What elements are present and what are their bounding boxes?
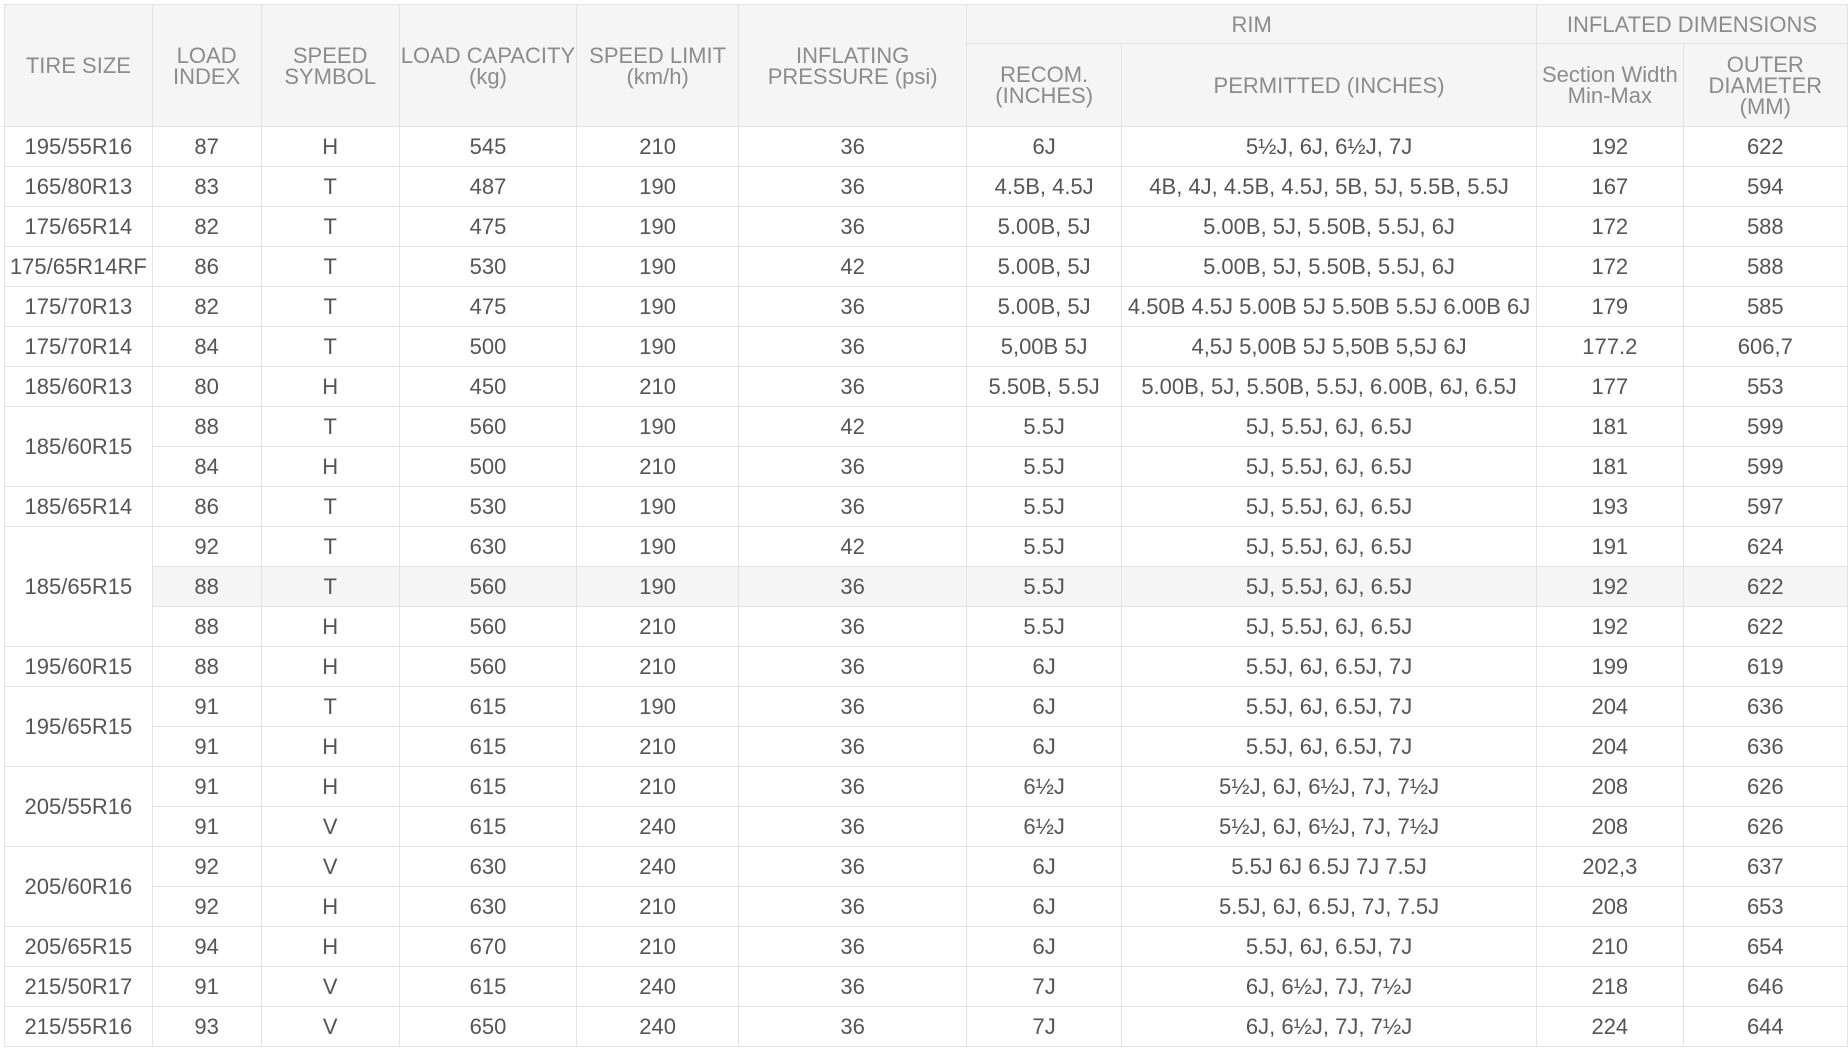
inflating-pressure-cell: 36 [739,767,967,807]
rim-permitted-cell: 5J, 5.5J, 6J, 6.5J [1122,447,1537,487]
header-rim-permitted: PERMITTED (INCHES) [1122,44,1537,127]
rim-recom-cell: 5.5J [967,567,1122,607]
rim-permitted-cell: 5.00B, 5J, 5.50B, 5.5J, 6J [1122,207,1537,247]
speed-limit-cell: 240 [577,847,739,887]
rim-recom-cell: 7J [967,1007,1122,1047]
rim-recom-cell: 6J [967,727,1122,767]
rim-recom-cell: 6J [967,927,1122,967]
speed-symbol-cell: H [261,727,399,767]
load-capacity-cell: 450 [399,367,576,407]
speed-symbol-cell: V [261,807,399,847]
section-width-cell: 208 [1537,887,1684,927]
inflating-pressure-cell: 36 [739,487,967,527]
load-capacity-cell: 530 [399,247,576,287]
load-capacity-cell: 560 [399,607,576,647]
outer-diameter-cell: 626 [1683,807,1847,847]
load-capacity-cell: 500 [399,327,576,367]
outer-diameter-cell: 606,7 [1683,327,1847,367]
rim-permitted-cell: 6J, 6½J, 7J, 7½J [1122,967,1537,1007]
outer-diameter-cell: 588 [1683,207,1847,247]
section-width-cell: 208 [1537,767,1684,807]
rim-recom-cell: 6½J [967,807,1122,847]
speed-symbol-cell: H [261,127,399,167]
speed-limit-cell: 210 [577,927,739,967]
load-index-cell: 88 [152,647,261,687]
section-width-cell: 172 [1537,247,1684,287]
outer-diameter-cell: 585 [1683,287,1847,327]
section-width-cell: 181 [1537,447,1684,487]
inflating-pressure-cell: 36 [739,167,967,207]
header-load-index: LOAD INDEX [152,5,261,127]
tire-size-cell: 165/80R13 [5,167,153,207]
speed-symbol-cell: T [261,527,399,567]
section-width-cell: 218 [1537,967,1684,1007]
outer-diameter-cell: 594 [1683,167,1847,207]
speed-limit-cell: 210 [577,887,739,927]
outer-diameter-cell: 622 [1683,567,1847,607]
header-speed-limit: SPEED LIMIT (km/h) [577,5,739,127]
outer-diameter-cell: 619 [1683,647,1847,687]
table-row [5,687,1848,727]
outer-diameter-cell: 654 [1683,927,1847,967]
tire-size-cell: 205/55R16 [5,767,153,847]
section-width-cell: 192 [1537,607,1684,647]
section-width-cell: 192 [1537,127,1684,167]
speed-limit-cell: 190 [577,287,739,327]
rim-recom-cell: 5.50B, 5.5J [967,367,1122,407]
table-row [5,127,1848,167]
inflating-pressure-cell: 36 [739,327,967,367]
rim-recom-cell: 6J [967,847,1122,887]
rim-recom-cell: 7J [967,967,1122,1007]
table-row [5,447,1848,487]
speed-limit-cell: 190 [577,207,739,247]
rim-permitted-cell: 5.5J, 6J, 6.5J, 7J [1122,687,1537,727]
section-width-cell: 208 [1537,807,1684,847]
section-width-cell: 193 [1537,487,1684,527]
inflating-pressure-cell: 36 [739,367,967,407]
load-capacity-cell: 615 [399,967,576,1007]
outer-diameter-cell: 624 [1683,527,1847,567]
outer-diameter-cell: 636 [1683,687,1847,727]
inflating-pressure-cell: 36 [739,607,967,647]
header-speed-symbol: SPEED SYMBOL [261,5,399,127]
rim-recom-cell: 5.00B, 5J [967,207,1122,247]
speed-limit-cell: 190 [577,247,739,287]
rim-recom-cell: 5.5J [967,487,1122,527]
outer-diameter-cell: 653 [1683,887,1847,927]
speed-limit-cell: 240 [577,967,739,1007]
table-row [5,807,1848,847]
load-index-cell: 82 [152,207,261,247]
rim-permitted-cell: 5½J, 6J, 6½J, 7J [1122,127,1537,167]
section-width-cell: 199 [1537,647,1684,687]
table-row [5,407,1848,447]
load-index-cell: 80 [152,367,261,407]
tire-size-cell: 215/55R16 [5,1007,153,1047]
table-row [5,647,1848,687]
section-width-cell: 191 [1537,527,1684,567]
table-row [5,967,1848,1007]
load-capacity-cell: 650 [399,1007,576,1047]
inflating-pressure-cell: 36 [739,887,967,927]
table-row [5,1007,1848,1047]
load-capacity-cell: 560 [399,567,576,607]
table-row [5,527,1848,567]
table-row [5,287,1848,327]
speed-symbol-cell: H [261,927,399,967]
speed-symbol-cell: H [261,367,399,407]
speed-symbol-cell: T [261,487,399,527]
table-header [5,5,1848,127]
tire-size-cell: 215/50R17 [5,967,153,1007]
outer-diameter-cell: 622 [1683,127,1847,167]
header-section-width: Section Width Min-Max [1537,44,1684,127]
table-row [5,367,1848,407]
speed-symbol-cell: V [261,1007,399,1047]
outer-diameter-cell: 599 [1683,407,1847,447]
inflating-pressure-cell: 36 [739,727,967,767]
speed-limit-cell: 210 [577,447,739,487]
inflating-pressure-cell: 36 [739,927,967,967]
load-index-cell: 86 [152,247,261,287]
load-index-cell: 91 [152,967,261,1007]
load-capacity-cell: 615 [399,767,576,807]
tire-size-cell: 195/65R15 [5,687,153,767]
tire-size-cell: 185/60R15 [5,407,153,487]
table-row [5,167,1848,207]
rim-permitted-cell: 5.5J, 6J, 6.5J, 7J [1122,647,1537,687]
tire-spec-table [4,4,1848,1047]
rim-recom-cell: 5.5J [967,407,1122,447]
header-inflating-pressure: INFLATING PRESSURE (psi) [739,5,967,127]
rim-permitted-cell: 5.00B, 5J, 5.50B, 5.5J, 6.00B, 6J, 6.5J [1122,367,1537,407]
speed-limit-cell: 190 [577,407,739,447]
speed-symbol-cell: V [261,847,399,887]
rim-permitted-cell: 5.5J, 6J, 6.5J, 7J [1122,727,1537,767]
inflating-pressure-cell: 36 [739,207,967,247]
speed-symbol-cell: V [261,967,399,1007]
inflating-pressure-cell: 36 [739,447,967,487]
section-width-cell: 192 [1537,567,1684,607]
outer-diameter-cell: 637 [1683,847,1847,887]
inflating-pressure-cell: 36 [739,687,967,727]
rim-recom-cell: 6J [967,687,1122,727]
rim-recom-cell: 4.5B, 4.5J [967,167,1122,207]
load-index-cell: 92 [152,527,261,567]
load-index-cell: 88 [152,407,261,447]
table-row [5,927,1848,967]
speed-symbol-cell: T [261,287,399,327]
inflating-pressure-cell: 42 [739,527,967,567]
tire-size-cell: 175/65R14RF [5,247,153,287]
outer-diameter-cell: 636 [1683,727,1847,767]
load-capacity-cell: 500 [399,447,576,487]
tire-size-cell: 205/60R16 [5,847,153,927]
inflating-pressure-cell: 36 [739,567,967,607]
rim-permitted-cell: 5½J, 6J, 6½J, 7J, 7½J [1122,767,1537,807]
load-capacity-cell: 560 [399,647,576,687]
section-width-cell: 167 [1537,167,1684,207]
load-capacity-cell: 670 [399,927,576,967]
speed-limit-cell: 190 [577,327,739,367]
table-row [5,567,1848,607]
load-capacity-cell: 475 [399,287,576,327]
rim-permitted-cell: 5J, 5.5J, 6J, 6.5J [1122,567,1537,607]
rim-recom-cell: 5.5J [967,607,1122,647]
speed-limit-cell: 190 [577,487,739,527]
speed-symbol-cell: H [261,647,399,687]
speed-limit-cell: 240 [577,1007,739,1047]
section-width-cell: 224 [1537,1007,1684,1047]
rim-recom-cell: 5.5J [967,447,1122,487]
header-load-capacity: LOAD CAPACITY (kg) [399,5,576,127]
inflating-pressure-cell: 36 [739,127,967,167]
speed-limit-cell: 210 [577,727,739,767]
load-capacity-cell: 530 [399,487,576,527]
table-row [5,207,1848,247]
load-index-cell: 87 [152,127,261,167]
load-index-cell: 91 [152,807,261,847]
speed-symbol-cell: T [261,407,399,447]
speed-symbol-cell: H [261,607,399,647]
outer-diameter-cell: 588 [1683,247,1847,287]
table-row [5,487,1848,527]
load-index-cell: 83 [152,167,261,207]
load-index-cell: 91 [152,687,261,727]
table-row [5,847,1848,887]
speed-symbol-cell: T [261,327,399,367]
load-index-cell: 84 [152,327,261,367]
load-capacity-cell: 615 [399,687,576,727]
load-capacity-cell: 475 [399,207,576,247]
section-width-cell: 202,3 [1537,847,1684,887]
inflating-pressure-cell: 42 [739,247,967,287]
load-capacity-cell: 630 [399,527,576,567]
rim-recom-cell: 5,00B 5J [967,327,1122,367]
section-width-cell: 177.2 [1537,327,1684,367]
outer-diameter-cell: 553 [1683,367,1847,407]
outer-diameter-cell: 644 [1683,1007,1847,1047]
section-width-cell: 181 [1537,407,1684,447]
load-capacity-cell: 545 [399,127,576,167]
rim-recom-cell: 5.00B, 5J [967,287,1122,327]
rim-permitted-cell: 5J, 5.5J, 6J, 6.5J [1122,607,1537,647]
table-body [5,127,1848,1047]
tire-size-cell: 175/65R14 [5,207,153,247]
inflating-pressure-cell: 36 [739,847,967,887]
load-index-cell: 91 [152,767,261,807]
load-index-cell: 86 [152,487,261,527]
speed-limit-cell: 190 [577,167,739,207]
speed-symbol-cell: T [261,247,399,287]
load-index-cell: 92 [152,887,261,927]
rim-permitted-cell: 5J, 5.5J, 6J, 6.5J [1122,487,1537,527]
rim-permitted-cell: 5.5J 6J 6.5J 7J 7.5J [1122,847,1537,887]
speed-symbol-cell: T [261,687,399,727]
rim-permitted-cell: 4B, 4J, 4.5B, 4.5J, 5B, 5J, 5.5B, 5.5J [1122,167,1537,207]
inflating-pressure-cell: 42 [739,407,967,447]
speed-limit-cell: 210 [577,767,739,807]
header-tire-size: TIRE SIZE [5,5,153,127]
rim-recom-cell: 6J [967,887,1122,927]
speed-limit-cell: 210 [577,607,739,647]
load-index-cell: 84 [152,447,261,487]
section-width-cell: 210 [1537,927,1684,967]
section-width-cell: 177 [1537,367,1684,407]
rim-recom-cell: 6J [967,127,1122,167]
rim-permitted-cell: 5J, 5.5J, 6J, 6.5J [1122,527,1537,567]
speed-limit-cell: 190 [577,567,739,607]
load-index-cell: 92 [152,847,261,887]
load-capacity-cell: 615 [399,807,576,847]
tire-size-cell: 175/70R14 [5,327,153,367]
rim-permitted-cell: 5½J, 6J, 6½J, 7J, 7½J [1122,807,1537,847]
tire-size-cell: 205/65R15 [5,927,153,967]
table-row [5,327,1848,367]
tire-size-cell: 195/55R16 [5,127,153,167]
rim-permitted-cell: 4.50B 4.5J 5.00B 5J 5.50B 5.5J 6.00B 6J [1122,287,1537,327]
speed-limit-cell: 210 [577,367,739,407]
load-index-cell: 93 [152,1007,261,1047]
rim-recom-cell: 6½J [967,767,1122,807]
speed-limit-cell: 190 [577,687,739,727]
outer-diameter-cell: 599 [1683,447,1847,487]
speed-symbol-cell: H [261,447,399,487]
tire-spec-table-wrapper [4,4,1848,1047]
inflating-pressure-cell: 36 [739,647,967,687]
load-index-cell: 94 [152,927,261,967]
rim-permitted-cell: 5.00B, 5J, 5.50B, 5.5J, 6J [1122,247,1537,287]
load-capacity-cell: 560 [399,407,576,447]
load-capacity-cell: 630 [399,847,576,887]
speed-limit-cell: 190 [577,527,739,567]
table-row [5,607,1848,647]
section-width-cell: 179 [1537,287,1684,327]
section-width-cell: 204 [1537,687,1684,727]
rim-permitted-cell: 5.5J, 6J, 6.5J, 7J, 7.5J [1122,887,1537,927]
load-index-cell: 91 [152,727,261,767]
outer-diameter-cell: 622 [1683,607,1847,647]
load-index-cell: 88 [152,567,261,607]
outer-diameter-cell: 626 [1683,767,1847,807]
load-capacity-cell: 487 [399,167,576,207]
section-width-cell: 204 [1537,727,1684,767]
inflating-pressure-cell: 36 [739,1007,967,1047]
tire-size-cell: 185/65R14 [5,487,153,527]
speed-symbol-cell: T [261,207,399,247]
inflating-pressure-cell: 36 [739,967,967,1007]
outer-diameter-cell: 646 [1683,967,1847,1007]
rim-permitted-cell: 6J, 6½J, 7J, 7½J [1122,1007,1537,1047]
tire-size-cell: 185/65R15 [5,527,153,647]
rim-recom-cell: 6J [967,647,1122,687]
inflating-pressure-cell: 36 [739,287,967,327]
table-row [5,767,1848,807]
table-row [5,727,1848,767]
section-width-cell: 172 [1537,207,1684,247]
load-capacity-cell: 630 [399,887,576,927]
speed-symbol-cell: T [261,167,399,207]
speed-symbol-cell: H [261,887,399,927]
speed-limit-cell: 210 [577,127,739,167]
rim-permitted-cell: 4,5J 5,00B 5J 5,50B 5,5J 6J [1122,327,1537,367]
speed-symbol-cell: H [261,767,399,807]
speed-limit-cell: 240 [577,807,739,847]
rim-permitted-cell: 5J, 5.5J, 6J, 6.5J [1122,407,1537,447]
speed-symbol-cell: T [261,567,399,607]
tire-size-cell: 175/70R13 [5,287,153,327]
load-index-cell: 88 [152,607,261,647]
rim-recom-cell: 5.00B, 5J [967,247,1122,287]
speed-limit-cell: 210 [577,647,739,687]
tire-size-cell: 195/60R15 [5,647,153,687]
header-rim: RIM [967,5,1537,44]
header-inflated-dimensions: INFLATED DIMENSIONS [1537,5,1848,44]
inflating-pressure-cell: 36 [739,807,967,847]
header-rim-recom: RECOM. (INCHES) [967,44,1122,127]
load-capacity-cell: 615 [399,727,576,767]
rim-recom-cell: 5.5J [967,527,1122,567]
table-row [5,247,1848,287]
load-index-cell: 82 [152,287,261,327]
table-row [5,887,1848,927]
outer-diameter-cell: 597 [1683,487,1847,527]
rim-permitted-cell: 5.5J, 6J, 6.5J, 7J [1122,927,1537,967]
header-outer-diameter: OUTER DIAMETER (MM) [1683,44,1847,127]
tire-size-cell: 185/60R13 [5,367,153,407]
